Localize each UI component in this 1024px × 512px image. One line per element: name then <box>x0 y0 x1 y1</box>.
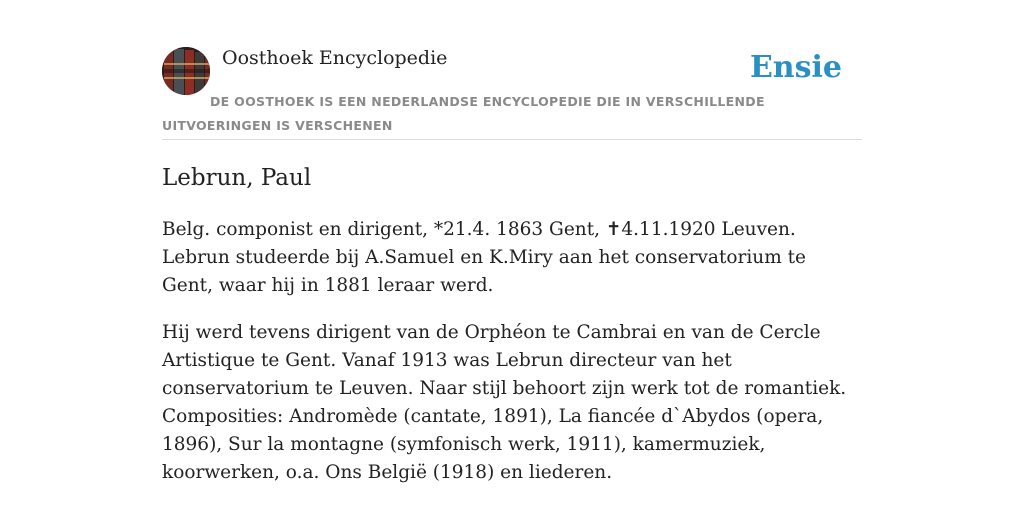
site-header <box>162 46 862 140</box>
brand-logo[interactable]: Ensie <box>749 50 842 85</box>
entry-title: Lebrun, Paul <box>162 165 312 191</box>
entry-paragraph: Hij werd tevens dirigent van de Orphéon te Cambrai en van de Cercle Artistique te Gent. Vanaf 1913 was Lebrun directeur van het conservatorium te Leuven. Naar stijl behoort zijn werk tot de romantiek. Composities: Andromède (cantate, 1891), La fiancée d`Abydos (opera, 1896), Sur la montagne (symfonisch werk, 1911), kamermuziek, koorwerken, o.a. Ons België (1918) en liederen. <box>162 322 847 483</box>
site-tagline: DE OOSTHOEK IS EEN NEDERLANDSE ENCYCLOPEDIE DIE IN VERSCHILLENDE UITVOERINGEN IS VERSCHENEN <box>162 94 765 133</box>
site-title[interactable]: Oosthoek Encyclopedie <box>222 47 448 69</box>
entry-paragraph: Belg. componist en dirigent, *21.4. 1863 Gent, ✝4.11.1920 Leuven. Lebrun studeerde bij A.Samuel en K.Miry aan het conservatorium te Gent, waar hij in 1881 leraar werd. <box>162 219 806 296</box>
book-spines-icon[interactable] <box>162 47 210 95</box>
